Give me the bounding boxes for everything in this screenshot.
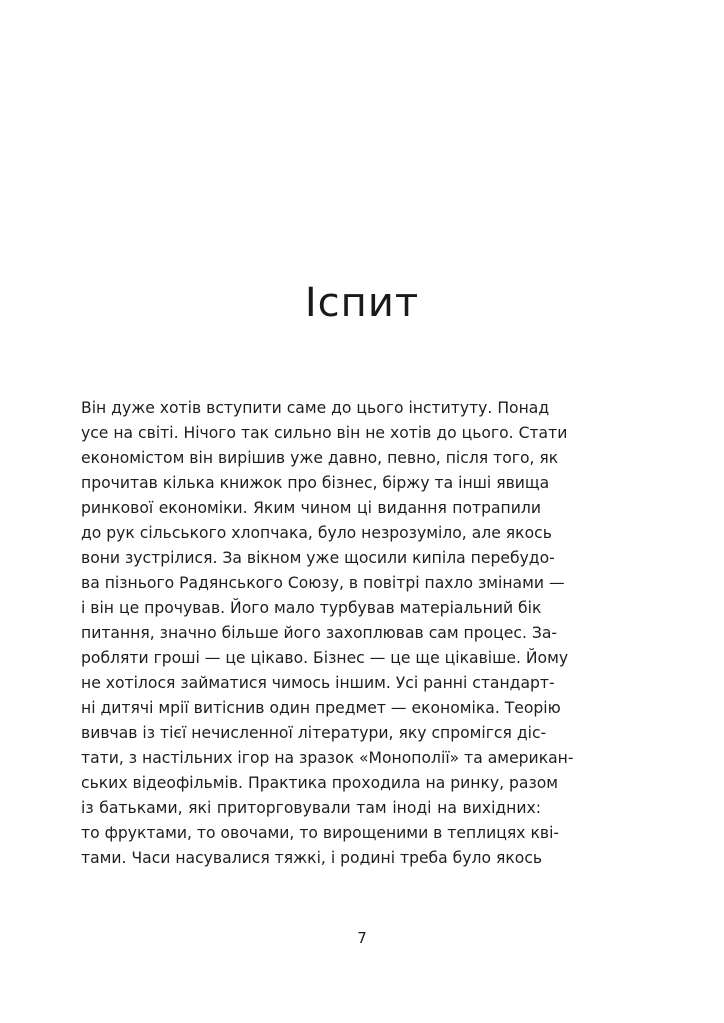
body-line: усе на світі. Нічого так сильно він не хотів до цього. Стати [81,424,568,442]
body-line: ні дитячі мрії витіснив один предмет — економіка. Теорію [81,699,561,717]
body-line: ських відеофільмів. Практика проходила на ринку, разом [81,774,559,792]
body-line: прочитав кілька книжок про бізнес, біржу та інші явища [81,474,550,492]
body-line: вони зустрілися. За вікном уже щосили кипіла перебудо- [81,549,555,567]
body-line: із батьками, які приторговували там іноді на вихідних: [81,799,541,817]
body-line: вивчав із тієї нечисленної літератури, яку спромігся діс- [81,724,547,742]
page-number: 7 [357,929,367,947]
body-line: Він дуже хотів вступити саме до цього інституту. Понад [81,399,550,417]
body-line: тати, з настільних ігор на зразок «Монополії» та американ- [81,749,574,767]
body-line: економістом він вирішив уже давно, певно, після того, як [81,449,559,467]
body-line: ва пізнього Радянського Союзу, в повітрі пахло змінами — [81,574,565,592]
body-line: не хотілося займатися чимось іншим. Усі ранні стандарт- [81,674,555,692]
chapter-title: Іспит [304,279,420,326]
body-line: питання, значно більше його захоплював сам процес. За- [81,624,558,642]
body-line: тами. Часи насувалися тяжкі, і родині треба було якось [81,849,543,867]
body-line: то фруктами, то овочами, то вирощеними в теплицях кві- [81,824,560,842]
body-line: робляти гроші — це цікаво. Бізнес — це ще цікавіше. Йому [81,649,569,667]
body-line: ринкової економіки. Яким чином ці видання потрапили [81,499,541,517]
body-line: до рук сільського хлопчака, було незрозуміло, але якось [81,524,552,542]
body-line: і він це прочував. Його мало турбував матеріальний бік [81,599,542,617]
